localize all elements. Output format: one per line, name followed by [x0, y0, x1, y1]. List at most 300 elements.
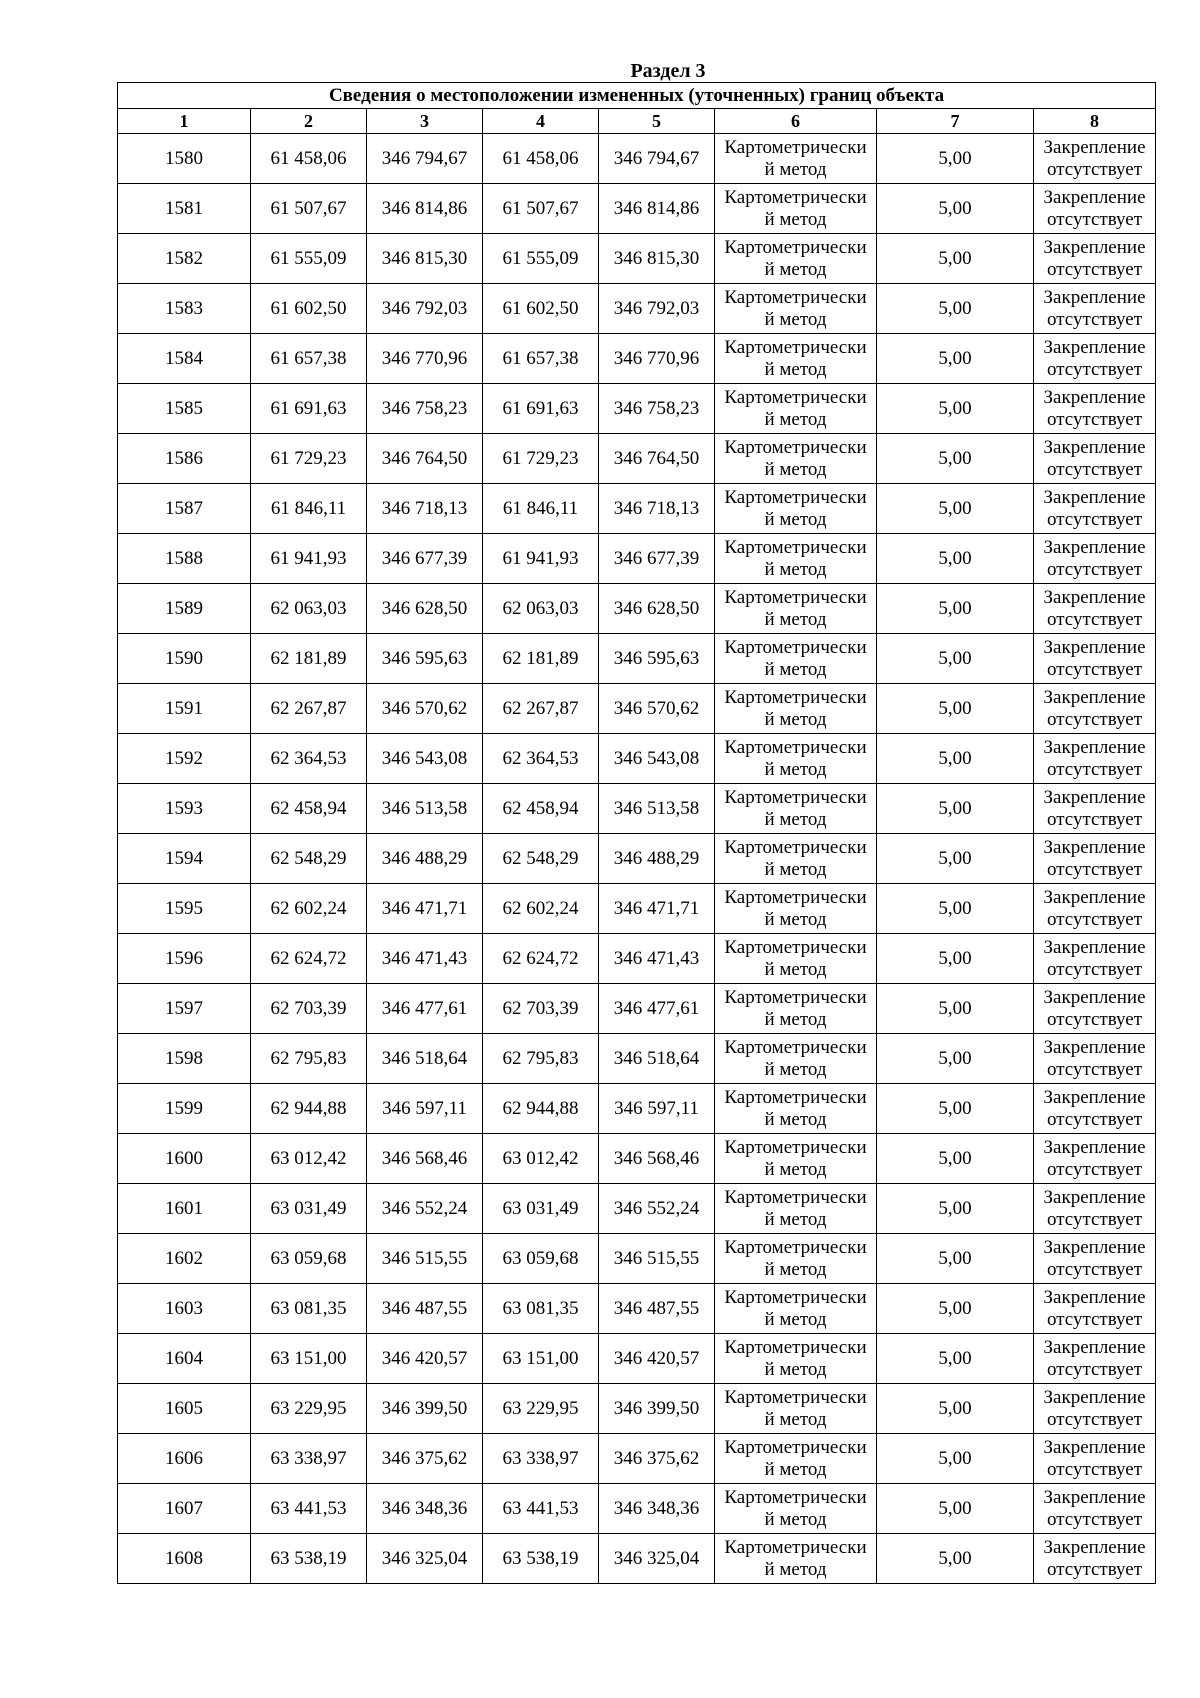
existing-y-cell: 346 515,55 [367, 1234, 483, 1284]
method-text: Картометрически [724, 236, 867, 258]
existing-x-cell: 61 555,09 [251, 234, 367, 284]
fixing-text: Закрепление [1043, 1386, 1146, 1408]
method-text: Картометрически [724, 1236, 867, 1258]
existing-x-cell: 62 624,72 [251, 934, 367, 984]
method-text: й метод [764, 1558, 827, 1580]
existing-x-cell: 62 458,94 [251, 784, 367, 834]
existing-x-cell: 62 364,53 [251, 734, 367, 784]
method-cell [715, 1484, 877, 1534]
existing-y-cell: 346 597,11 [367, 1084, 483, 1134]
method-cell [715, 1084, 877, 1134]
refined-x-cell: 61 691,63 [483, 384, 599, 434]
fixing-text: отсутствует [1046, 208, 1143, 230]
refined-x-cell: 63 031,49 [483, 1184, 599, 1234]
existing-y-cell: 346 794,67 [367, 134, 483, 184]
method-cell [715, 584, 877, 634]
table-row [118, 184, 1156, 234]
refined-y-cell: 346 792,03 [599, 284, 715, 334]
boundary-coordinates-table [117, 82, 1156, 1584]
existing-y-cell: 346 325,04 [367, 1534, 483, 1584]
existing-x-cell: 62 548,29 [251, 834, 367, 884]
refined-y-cell: 346 399,50 [599, 1384, 715, 1434]
accuracy-cell: 5,00 [877, 684, 1034, 734]
method-text: Картометрически [724, 1386, 867, 1408]
table-row [118, 1434, 1156, 1484]
refined-x-cell: 61 602,50 [483, 284, 599, 334]
point-number-cell: 1587 [118, 484, 251, 534]
accuracy-cell: 5,00 [877, 484, 1034, 534]
fixing-cell [1034, 1334, 1156, 1384]
existing-x-cell: 61 657,38 [251, 334, 367, 384]
table-row [118, 934, 1156, 984]
column-number: 1 [118, 109, 251, 134]
refined-y-cell: 346 770,96 [599, 334, 715, 384]
fixing-cell [1034, 1434, 1156, 1484]
accuracy-cell: 5,00 [877, 434, 1034, 484]
accuracy-cell: 5,00 [877, 1234, 1034, 1284]
fixing-cell [1034, 1134, 1156, 1184]
fixing-cell [1034, 134, 1156, 184]
fixing-text: Закрепление [1043, 986, 1146, 1008]
fixing-cell [1034, 884, 1156, 934]
method-text: Картометрически [724, 1436, 867, 1458]
refined-x-cell: 62 364,53 [483, 734, 599, 784]
point-number-cell: 1607 [118, 1484, 251, 1534]
fixing-text: отсутствует [1046, 908, 1143, 930]
method-text: Картометрически [724, 486, 867, 508]
table-row [118, 984, 1156, 1034]
accuracy-cell: 5,00 [877, 1134, 1034, 1184]
existing-y-cell: 346 552,24 [367, 1184, 483, 1234]
existing-x-cell: 63 338,97 [251, 1434, 367, 1484]
fixing-text: Закрепление [1043, 586, 1146, 608]
table-row [118, 384, 1156, 434]
method-cell [715, 284, 877, 334]
refined-y-cell: 346 628,50 [599, 584, 715, 634]
fixing-text: Закрепление [1043, 736, 1146, 758]
table-row [118, 1184, 1156, 1234]
method-text: й метод [764, 1508, 827, 1530]
fixing-cell [1034, 1084, 1156, 1134]
method-text: Картометрически [724, 336, 867, 358]
table-row [118, 1034, 1156, 1084]
table-row [118, 484, 1156, 534]
refined-x-cell: 61 458,06 [483, 134, 599, 184]
table-row [118, 784, 1156, 834]
table-row [118, 1234, 1156, 1284]
point-number-cell: 1582 [118, 234, 251, 284]
refined-x-cell: 62 267,87 [483, 684, 599, 734]
point-number-cell: 1589 [118, 584, 251, 634]
method-cell [715, 384, 877, 434]
refined-y-cell: 346 543,08 [599, 734, 715, 784]
refined-y-cell: 346 487,55 [599, 1284, 715, 1334]
method-text: й метод [764, 1458, 827, 1480]
method-cell [715, 434, 877, 484]
fixing-cell [1034, 334, 1156, 384]
accuracy-cell: 5,00 [877, 284, 1034, 334]
fixing-text: отсутствует [1046, 1308, 1143, 1330]
fixing-text: Закрепление [1043, 786, 1146, 808]
method-cell [715, 1334, 877, 1384]
refined-x-cell: 63 081,35 [483, 1284, 599, 1334]
method-text: Картометрически [724, 636, 867, 658]
table-row [118, 434, 1156, 484]
refined-y-cell: 346 518,64 [599, 1034, 715, 1084]
method-cell [715, 984, 877, 1034]
fixing-text: отсутствует [1046, 708, 1143, 730]
accuracy-cell: 5,00 [877, 784, 1034, 834]
method-cell [715, 734, 877, 784]
fixing-text: Закрепление [1043, 536, 1146, 558]
fixing-text: отсутствует [1046, 358, 1143, 380]
existing-x-cell: 61 458,06 [251, 134, 367, 184]
method-cell [715, 1284, 877, 1334]
refined-y-cell: 346 325,04 [599, 1534, 715, 1584]
method-text: й метод [764, 758, 827, 780]
point-number-cell: 1588 [118, 534, 251, 584]
fixing-text: Закрепление [1043, 686, 1146, 708]
fixing-cell [1034, 1384, 1156, 1434]
fixing-cell [1034, 734, 1156, 784]
existing-y-cell: 346 677,39 [367, 534, 483, 584]
method-text: Картометрически [724, 1086, 867, 1108]
existing-x-cell: 62 267,87 [251, 684, 367, 734]
table-row [118, 584, 1156, 634]
fixing-text: отсутствует [1046, 558, 1143, 580]
column-number: 8 [1034, 109, 1156, 134]
method-text: Картометрически [724, 1136, 867, 1158]
fixing-text: отсутствует [1046, 1558, 1143, 1580]
column-number: 6 [715, 109, 877, 134]
fixing-cell [1034, 384, 1156, 434]
method-cell [715, 1184, 877, 1234]
refined-y-cell: 346 513,58 [599, 784, 715, 834]
method-cell [715, 884, 877, 934]
fixing-text: отсутствует [1046, 258, 1143, 280]
method-text: й метод [764, 1058, 827, 1080]
fixing-text: отсутствует [1046, 408, 1143, 430]
refined-x-cell: 63 059,68 [483, 1234, 599, 1284]
method-text: Картометрически [724, 986, 867, 1008]
point-number-cell: 1600 [118, 1134, 251, 1184]
refined-y-cell: 346 764,50 [599, 434, 715, 484]
section-title: Раздел 3 [630, 60, 706, 82]
table-body [118, 134, 1156, 1584]
method-text: й метод [764, 1158, 827, 1180]
fixing-text: Закрепление [1043, 1286, 1146, 1308]
existing-y-cell: 346 420,57 [367, 1334, 483, 1384]
fixing-text: Закрепление [1043, 836, 1146, 858]
point-number-cell: 1598 [118, 1034, 251, 1084]
existing-x-cell: 63 151,00 [251, 1334, 367, 1384]
refined-y-cell: 346 348,36 [599, 1484, 715, 1534]
fixing-text: отсутствует [1046, 958, 1143, 980]
refined-x-cell: 61 729,23 [483, 434, 599, 484]
existing-x-cell: 61 729,23 [251, 434, 367, 484]
fixing-cell [1034, 534, 1156, 584]
refined-x-cell: 61 941,93 [483, 534, 599, 584]
fixing-cell [1034, 234, 1156, 284]
existing-x-cell: 61 507,67 [251, 184, 367, 234]
point-number-cell: 1606 [118, 1434, 251, 1484]
accuracy-cell: 5,00 [877, 584, 1034, 634]
fixing-text: отсутствует [1046, 1258, 1143, 1280]
existing-x-cell: 63 538,19 [251, 1534, 367, 1584]
fixing-text: отсутствует [1046, 1508, 1143, 1530]
method-text: й метод [764, 1308, 827, 1330]
method-text: й метод [764, 358, 827, 380]
accuracy-cell: 5,00 [877, 734, 1034, 784]
method-cell [715, 234, 877, 284]
point-number-cell: 1590 [118, 634, 251, 684]
method-text: Картометрически [724, 1186, 867, 1208]
refined-y-cell: 346 552,24 [599, 1184, 715, 1234]
existing-x-cell: 61 602,50 [251, 284, 367, 334]
method-text: Картометрически [724, 136, 867, 158]
point-number-cell: 1593 [118, 784, 251, 834]
fixing-text: Закрепление [1043, 386, 1146, 408]
table-row [118, 1484, 1156, 1534]
refined-x-cell: 62 795,83 [483, 1034, 599, 1084]
method-cell [715, 1434, 877, 1484]
method-cell [715, 634, 877, 684]
existing-x-cell: 63 059,68 [251, 1234, 367, 1284]
method-text: Картометрически [724, 736, 867, 758]
table-row [118, 734, 1156, 784]
existing-y-cell: 346 770,96 [367, 334, 483, 384]
method-text: Картометрически [724, 1286, 867, 1308]
fixing-text: отсутствует [1046, 658, 1143, 680]
method-cell [715, 684, 877, 734]
refined-x-cell: 61 555,09 [483, 234, 599, 284]
refined-y-cell: 346 815,30 [599, 234, 715, 284]
refined-x-cell: 62 703,39 [483, 984, 599, 1034]
method-text: й метод [764, 958, 827, 980]
method-text: й метод [764, 1208, 827, 1230]
existing-y-cell: 346 348,36 [367, 1484, 483, 1534]
column-number: 5 [599, 109, 715, 134]
existing-x-cell: 63 081,35 [251, 1284, 367, 1334]
table-row [118, 1084, 1156, 1134]
fixing-text: отсутствует [1046, 1108, 1143, 1130]
refined-y-cell: 346 570,62 [599, 684, 715, 734]
fixing-text: Закрепление [1043, 486, 1146, 508]
fixing-cell [1034, 484, 1156, 534]
fixing-cell [1034, 1234, 1156, 1284]
fixing-cell [1034, 1034, 1156, 1084]
existing-y-cell: 346 513,58 [367, 784, 483, 834]
refined-y-cell: 346 471,71 [599, 884, 715, 934]
point-number-cell: 1580 [118, 134, 251, 184]
existing-x-cell: 62 063,03 [251, 584, 367, 634]
refined-y-cell: 346 595,63 [599, 634, 715, 684]
table-caption-row [118, 83, 1156, 109]
existing-y-cell: 346 792,03 [367, 284, 483, 334]
table-row [118, 634, 1156, 684]
method-cell [715, 784, 877, 834]
point-number-cell: 1601 [118, 1184, 251, 1234]
method-cell [715, 934, 877, 984]
refined-y-cell: 346 568,46 [599, 1134, 715, 1184]
refined-x-cell: 62 548,29 [483, 834, 599, 884]
fixing-text: Закрепление [1043, 186, 1146, 208]
method-text: й метод [764, 408, 827, 430]
method-text: й метод [764, 158, 827, 180]
fixing-text: отсутствует [1046, 1158, 1143, 1180]
point-number-cell: 1604 [118, 1334, 251, 1384]
point-number-cell: 1603 [118, 1284, 251, 1334]
method-cell [715, 1034, 877, 1084]
existing-y-cell: 346 471,43 [367, 934, 483, 984]
fixing-text: отсутствует [1046, 458, 1143, 480]
refined-x-cell: 63 229,95 [483, 1384, 599, 1434]
fixing-text: отсутствует [1046, 858, 1143, 880]
accuracy-cell: 5,00 [877, 1334, 1034, 1384]
fixing-text: отсутствует [1046, 158, 1143, 180]
fixing-text: Закрепление [1043, 436, 1146, 458]
method-text: й метод [764, 1008, 827, 1030]
table-row [118, 1134, 1156, 1184]
point-number-cell: 1597 [118, 984, 251, 1034]
fixing-cell [1034, 684, 1156, 734]
refined-x-cell: 62 181,89 [483, 634, 599, 684]
method-text: й метод [764, 1108, 827, 1130]
accuracy-cell: 5,00 [877, 1034, 1034, 1084]
refined-y-cell: 346 597,11 [599, 1084, 715, 1134]
point-number-cell: 1584 [118, 334, 251, 384]
method-text: Картометрически [724, 1486, 867, 1508]
existing-y-cell: 346 568,46 [367, 1134, 483, 1184]
refined-y-cell: 346 814,86 [599, 184, 715, 234]
accuracy-cell: 5,00 [877, 1384, 1034, 1434]
method-text: Картометрически [724, 586, 867, 608]
fixing-text: Закрепление [1043, 1036, 1146, 1058]
fixing-text: отсутствует [1046, 1058, 1143, 1080]
refined-y-cell: 346 794,67 [599, 134, 715, 184]
method-cell [715, 484, 877, 534]
existing-x-cell: 63 031,49 [251, 1184, 367, 1234]
method-text: й метод [764, 508, 827, 530]
existing-x-cell: 61 941,93 [251, 534, 367, 584]
fixing-text: Закрепление [1043, 886, 1146, 908]
method-text: Картометрически [724, 436, 867, 458]
fixing-cell [1034, 784, 1156, 834]
accuracy-cell: 5,00 [877, 1284, 1034, 1334]
fixing-cell [1034, 934, 1156, 984]
method-text: й метод [764, 558, 827, 580]
fixing-text: Закрепление [1043, 236, 1146, 258]
accuracy-cell: 5,00 [877, 134, 1034, 184]
refined-x-cell: 61 507,67 [483, 184, 599, 234]
point-number-cell: 1596 [118, 934, 251, 984]
refined-y-cell: 346 515,55 [599, 1234, 715, 1284]
fixing-text: Закрепление [1043, 1086, 1146, 1108]
existing-y-cell: 346 814,86 [367, 184, 483, 234]
fixing-text: Закрепление [1043, 936, 1146, 958]
accuracy-cell: 5,00 [877, 1084, 1034, 1134]
column-number: 7 [877, 109, 1034, 134]
point-number-cell: 1594 [118, 834, 251, 884]
refined-x-cell: 61 657,38 [483, 334, 599, 384]
column-number: 2 [251, 109, 367, 134]
refined-y-cell: 346 471,43 [599, 934, 715, 984]
point-number-cell: 1608 [118, 1534, 251, 1584]
refined-x-cell: 62 944,88 [483, 1084, 599, 1134]
fixing-text: Закрепление [1043, 1486, 1146, 1508]
method-text: й метод [764, 458, 827, 480]
refined-x-cell: 63 538,19 [483, 1534, 599, 1584]
fixing-text: Закрепление [1043, 1236, 1146, 1258]
method-text: й метод [764, 1358, 827, 1380]
fixing-text: отсутствует [1046, 1408, 1143, 1430]
method-text: Картометрически [724, 1036, 867, 1058]
existing-y-cell: 346 815,30 [367, 234, 483, 284]
existing-x-cell: 62 703,39 [251, 984, 367, 1034]
refined-y-cell: 346 477,61 [599, 984, 715, 1034]
existing-x-cell: 62 181,89 [251, 634, 367, 684]
column-number: 3 [367, 109, 483, 134]
accuracy-cell: 5,00 [877, 184, 1034, 234]
accuracy-cell: 5,00 [877, 884, 1034, 934]
existing-y-cell: 346 628,50 [367, 584, 483, 634]
method-cell [715, 834, 877, 884]
fixing-text: Закрепление [1043, 636, 1146, 658]
fixing-cell [1034, 834, 1156, 884]
existing-x-cell: 62 944,88 [251, 1084, 367, 1134]
table-row [118, 1534, 1156, 1584]
fixing-text: Закрепление [1043, 286, 1146, 308]
fixing-text: отсутствует [1046, 1358, 1143, 1380]
existing-y-cell: 346 764,50 [367, 434, 483, 484]
existing-y-cell: 346 399,50 [367, 1384, 483, 1434]
fixing-text: Закрепление [1043, 1136, 1146, 1158]
existing-x-cell: 63 441,53 [251, 1484, 367, 1534]
method-text: й метод [764, 908, 827, 930]
existing-x-cell: 61 691,63 [251, 384, 367, 434]
refined-x-cell: 62 458,94 [483, 784, 599, 834]
method-text: й метод [764, 208, 827, 230]
accuracy-cell: 5,00 [877, 1434, 1034, 1484]
existing-y-cell: 346 758,23 [367, 384, 483, 434]
fixing-text: отсутствует [1046, 808, 1143, 830]
fixing-text: Закрепление [1043, 1336, 1146, 1358]
fixing-text: Закрепление [1043, 1186, 1146, 1208]
existing-x-cell: 62 795,83 [251, 1034, 367, 1084]
refined-x-cell: 63 012,42 [483, 1134, 599, 1184]
fixing-text: отсутствует [1046, 508, 1143, 530]
refined-y-cell: 346 677,39 [599, 534, 715, 584]
fixing-cell [1034, 1534, 1156, 1584]
fixing-text: отсутствует [1046, 758, 1143, 780]
method-text: Картометрически [724, 186, 867, 208]
table-row [118, 834, 1156, 884]
point-number-cell: 1605 [118, 1384, 251, 1434]
refined-y-cell: 346 420,57 [599, 1334, 715, 1384]
table-caption: Сведения о местоположении измененных (уточненных) границ объекта [118, 83, 1156, 109]
refined-y-cell: 346 718,13 [599, 484, 715, 534]
accuracy-cell: 5,00 [877, 634, 1034, 684]
point-number-cell: 1599 [118, 1084, 251, 1134]
method-text: й метод [764, 1258, 827, 1280]
existing-y-cell: 346 718,13 [367, 484, 483, 534]
fixing-text: Закрепление [1043, 336, 1146, 358]
existing-y-cell: 346 518,64 [367, 1034, 483, 1084]
existing-y-cell: 346 595,63 [367, 634, 483, 684]
point-number-cell: 1591 [118, 684, 251, 734]
point-number-cell: 1585 [118, 384, 251, 434]
existing-x-cell: 63 229,95 [251, 1384, 367, 1434]
